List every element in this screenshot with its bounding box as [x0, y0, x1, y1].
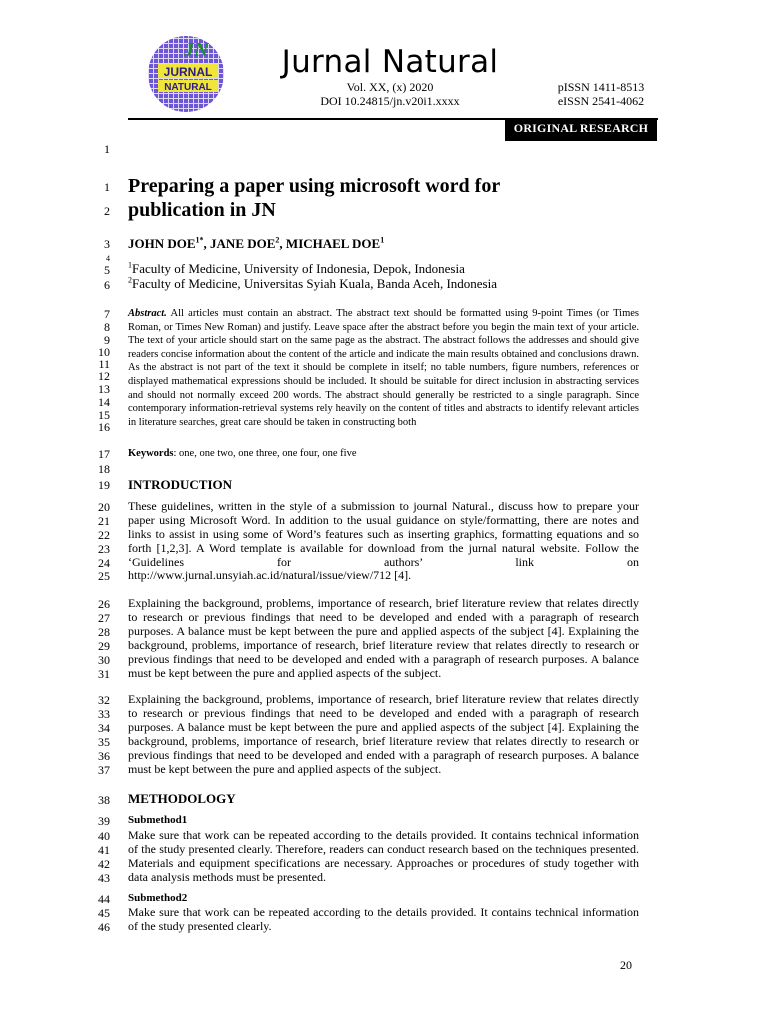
line-number: 37 — [98, 763, 110, 777]
affiliation-2-text: Faculty of Medicine, Universitas Syiah Kuala, Banda Aceh, Indonesia — [132, 276, 497, 291]
line-number: 21 — [98, 514, 110, 528]
line-number: 30 — [98, 653, 110, 667]
title-line-2: publication in JN — [128, 199, 276, 221]
abstract-label: Abstract. — [128, 308, 167, 319]
line-number: 10 — [98, 345, 110, 359]
line-number: 35 — [98, 735, 110, 749]
line-number: 22 — [98, 528, 110, 542]
line-number: 38 — [98, 793, 110, 807]
page-number: 20 — [620, 958, 632, 972]
line-number: 23 — [98, 542, 110, 556]
line-number: 6 — [104, 278, 110, 292]
keywords — [128, 448, 356, 459]
line-number: 5 — [104, 263, 110, 277]
line-number: 20 — [98, 500, 110, 514]
line-number: 25 — [98, 569, 110, 583]
line-number: 19 — [98, 478, 110, 492]
submethod-2-heading: Submethod2 — [128, 892, 188, 904]
line-number: 17 — [98, 447, 110, 461]
introduction-paragraph-2: Explaining the background, problems, importance of research, brief literature review that relates directly to research or previous findings that need to be developed and ended with a paragraph of research purposes. A balance must be kept between the pure and applied aspects of the subject [4]. Explaining the background, problems, importance of research, brief literature review that relates directly to research or previous findings that need to be developed and ended with a paragraph of research purposes. A balance must be kept between the pure and applied aspects of the subject. — [128, 596, 639, 680]
line-number: 4 — [106, 254, 110, 263]
line-number: 28 — [98, 625, 110, 639]
author-1: JOHN DOE — [128, 236, 196, 251]
line-number: 46 — [98, 920, 110, 934]
line-number: 9 — [104, 333, 110, 347]
affiliation-2 — [128, 276, 497, 292]
paper-title — [128, 174, 648, 222]
line-number: 12 — [98, 369, 110, 383]
keywords-label: Keywords — [128, 448, 174, 459]
line-number: 33 — [98, 707, 110, 721]
author-list — [128, 236, 384, 252]
eissn: eISSN 2541-4062 — [557, 94, 645, 108]
author-3-sup: 1 — [380, 235, 385, 245]
author-3: , MICHAEL DOE — [279, 236, 381, 251]
line-number: 14 — [98, 395, 110, 409]
line-number: 13 — [98, 382, 110, 396]
line-number: 7 — [104, 307, 110, 321]
title-line-1: Preparing a paper using microsoft word for — [128, 175, 501, 197]
author-2-sup: 2 — [275, 235, 280, 245]
introduction-paragraph-3: Explaining the background, problems, importance of research, brief literature review that relates directly to research or previous findings that need to be developed and ended with a paragraph of research purposes. A balance must be kept between the pure and applied aspects of the subject [4]. Explaining the background, problems, importance of research, brief literature review that relates directly to research or previous findings that need to be developed and ended with a paragraph of research purposes. A balance must be kept between the pure and applied aspects of the subject. — [128, 692, 639, 776]
methodology-heading: METHODOLOGY — [128, 791, 236, 806]
submethod-2-text: Make sure that work can be repeated according to the details provided. It contains technical information of the study presented clearly. — [128, 905, 639, 933]
line-number: 24 — [98, 556, 110, 570]
svg-text:JURNAL: JURNAL — [163, 65, 213, 79]
author-2: , JANE DOE — [203, 236, 276, 251]
line-number: 16 — [98, 420, 110, 434]
journal-name: Jurnal Natural — [281, 44, 499, 80]
affiliation-1-text: Faculty of Medicine, University of Indonesia, Depok, Indonesia — [132, 261, 465, 276]
svg-text:NATURAL: NATURAL — [164, 82, 212, 93]
line-number: 36 — [98, 749, 110, 763]
pissn: pISSN 1411-8513 — [557, 80, 645, 94]
line-number: 32 — [98, 693, 110, 707]
line-number: 3 — [104, 237, 110, 251]
introduction-heading: INTRODUCTION — [128, 477, 233, 492]
line-number: 15 — [98, 408, 110, 422]
line-number: 11 — [98, 357, 110, 371]
line-number: 34 — [98, 721, 110, 735]
line-number: 1 — [104, 180, 110, 194]
line-number: 2 — [104, 204, 110, 218]
doi: DOI 10.24815/jn.v20i1.xxxx — [320, 94, 460, 108]
line-number: 1 — [104, 142, 110, 156]
submethod-1-text: Make sure that work can be repeated according to the details provided. It contains technical information of the study presented clearly. Therefore, readers can conduct research based on the techniques presented. Materials and equipment specifications are necessary. Approaches or procedures of study together with data analysis methods must be presented. — [128, 828, 639, 884]
submethod-1-heading: Submethod1 — [128, 814, 188, 826]
line-number: 44 — [98, 892, 110, 906]
abstract-text: All articles must contain an abstract. The abstract text should be formatted using 9-point Times (or Times Roman, or Times New Roman) and justify. Leave space after the abstract before you begin the main text of your article. The text of your article should start on the same page as the abstract. The abstract follows the addresses and should give readers concise information about the content of the article and indicate the main results obtained and conclusions drawn. As the abstract is not part of the text it should be complete in itself; no table numbers, figure numbers, references or displayed mathematical expressions should be included. It should be suitable for direct inclusion in abstracting services and should not normally exceed 200 words. The abstract should generally be restricted to a single paragraph. Since contemporary information-retrieval systems rely heavily on the content of titles and abstracts to identify relevant articles in literature searches, great care should be taken in constructing both — [128, 308, 640, 428]
journal-logo — [144, 34, 228, 114]
line-number: 8 — [104, 320, 110, 334]
affiliation-1-sup: 1 — [128, 260, 132, 270]
line-number: 45 — [98, 906, 110, 920]
line-number: 43 — [98, 871, 110, 885]
affiliation-1 — [128, 261, 465, 277]
line-number: 18 — [98, 462, 110, 476]
line-number: 39 — [98, 814, 110, 828]
line-number: 27 — [98, 611, 110, 625]
article-type-badge: ORIGINAL RESEARCH — [505, 118, 657, 141]
svg-text:JN: JN — [184, 39, 209, 61]
keywords-text: : one, one two, one three, one four, one five — [173, 448, 357, 459]
line-number: 31 — [98, 667, 110, 681]
line-number: 42 — [98, 857, 110, 871]
line-number: 40 — [98, 829, 110, 843]
author-1-sup: 1* — [195, 235, 204, 245]
introduction-paragraph-1: These guidelines, written in the style of a submission to journal Natural., discuss how to prepare your paper using Microsoft Word. In addition to the usual guidance on style/formatting, there are notes and links to assist in using some of Word’s features such as inserting graphics, formatting equations and so forth [1,2,3]. A Word template is available for download from the jurnal natural website. Follow the ‘Guidelines for authors’ link on — [128, 499, 639, 569]
volume-doi — [290, 80, 490, 108]
issn-block — [540, 80, 662, 108]
abstract — [128, 307, 639, 429]
line-number: 29 — [98, 639, 110, 653]
line-number: 41 — [98, 843, 110, 857]
line-number: 26 — [98, 597, 110, 611]
affiliation-2-sup: 2 — [128, 275, 132, 285]
volume: Vol. XX, (x) 2020 — [346, 80, 434, 94]
introduction-paragraph-1-url: http://www.jurnal.unsyiah.ac.id/natural/issue/view/712 [4]. — [128, 568, 412, 582]
